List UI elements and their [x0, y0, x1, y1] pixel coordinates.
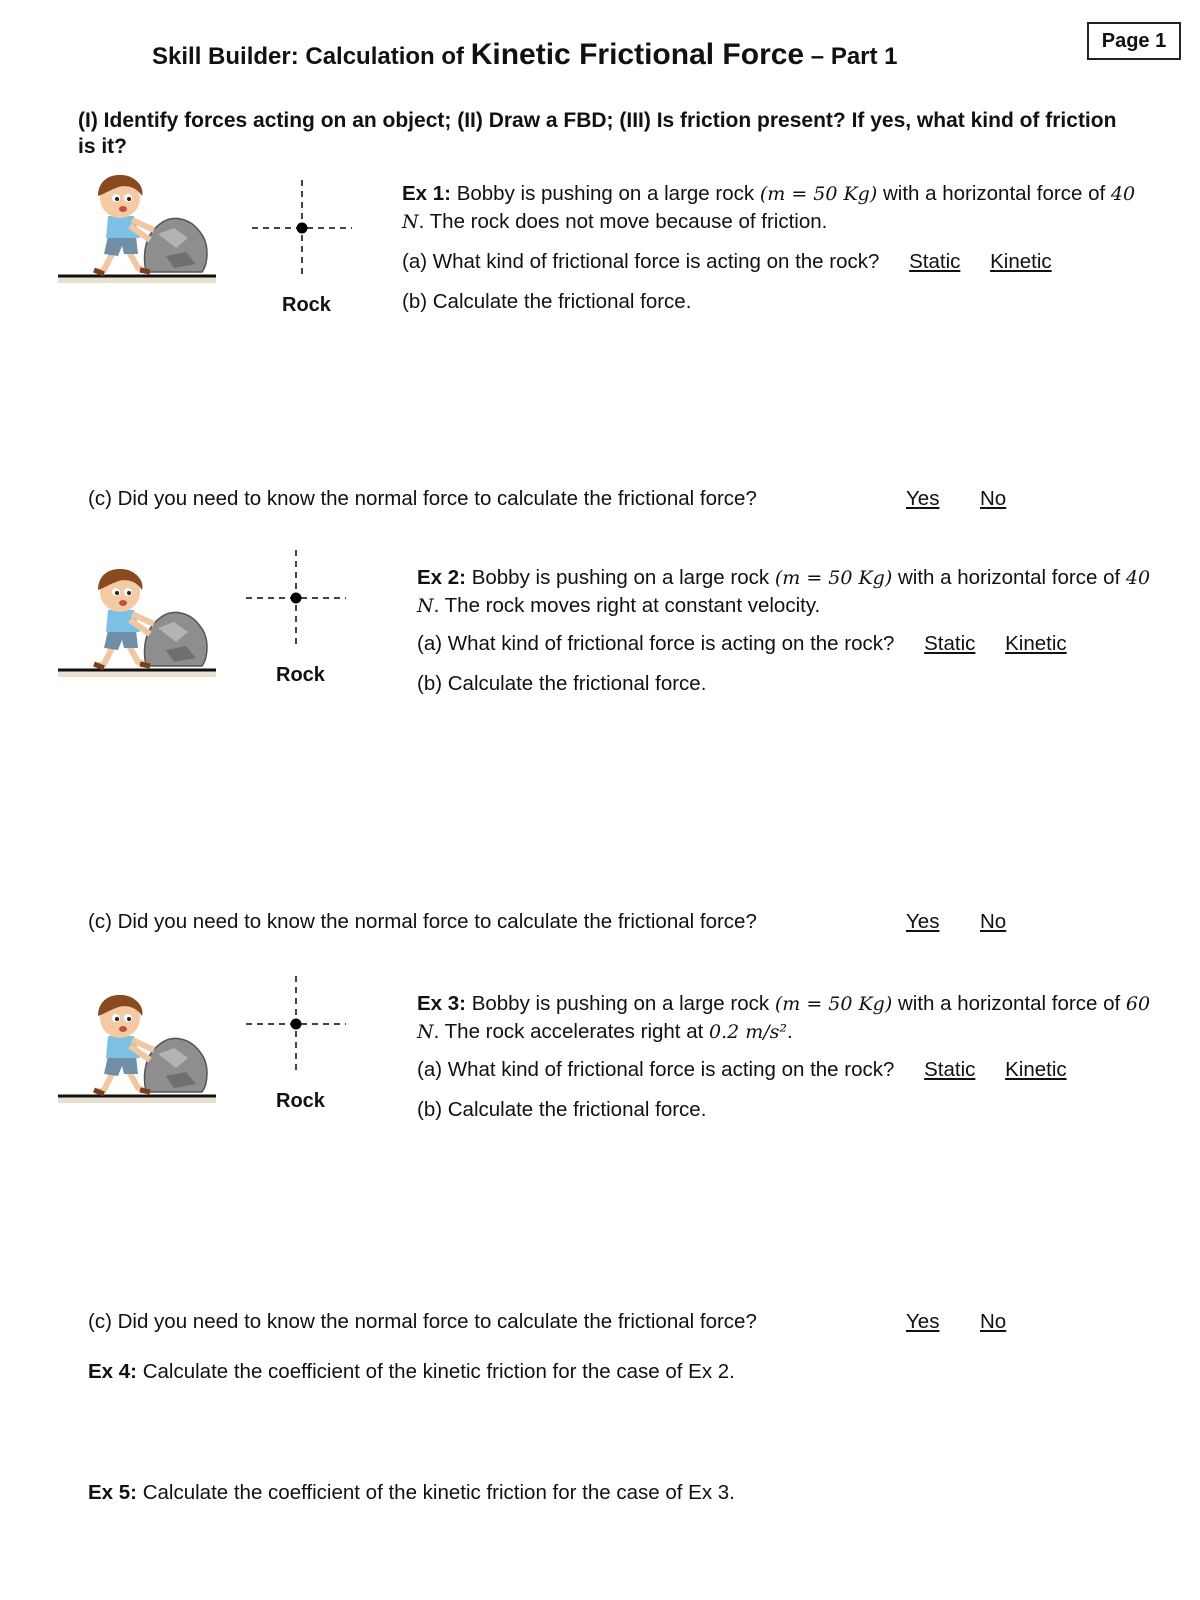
instructions: (I) Identify forces acting on an object; (II) Draw a FBD; (III) Is friction present? If yes, what kind of friction is it? — [78, 109, 1117, 158]
rock-label-2: Rock — [276, 664, 325, 686]
fbd-axes-1 — [252, 180, 352, 278]
option-no-2[interactable]: No — [980, 910, 1007, 933]
example-1-mass: (m = 50 Kg) — [759, 183, 878, 205]
example-3-acceleration: 0.2 m/s² — [709, 1021, 788, 1043]
example-3-text-3: . The rock accelerates right at — [433, 1020, 704, 1043]
title-part-2: Kinetic Frictional Force — [470, 38, 805, 71]
example-3-label: Ex 3: — [417, 992, 466, 1015]
example-2-question-b: (b) Calculate the frictional force. — [417, 672, 707, 695]
example-2-mass: (m = 50 Kg) — [774, 567, 893, 589]
boy-pushing-rock-illustration-2 — [58, 566, 223, 684]
example-1-force: 40 N — [402, 183, 1136, 233]
option-static-2[interactable]: Static — [924, 632, 976, 655]
option-static-1[interactable]: Static — [909, 250, 961, 273]
boy-pushing-rock-illustration-3 — [58, 992, 223, 1110]
example-1-question-a — [402, 250, 1052, 274]
title-part-3: – Part 1 — [810, 43, 898, 70]
page-number-label: Page 1 — [1101, 30, 1167, 52]
example-2-text-3: . The rock moves right at constant velocity. — [433, 594, 821, 617]
rock-label-1: Rock — [282, 294, 331, 316]
example-1-text-3: . The rock does not move because of friction. — [418, 210, 828, 233]
fbd-axes-2 — [246, 550, 346, 648]
example-4-label: Ex 4: — [88, 1360, 137, 1383]
example-5-text: Calculate the coefficient of the kinetic friction for the case of Ex 3. — [142, 1481, 735, 1504]
rock-label-3: Rock — [276, 1090, 325, 1112]
example-3-text-1: Bobby is pushing on a large rock — [471, 992, 770, 1015]
example-1-text-1: Bobby is pushing on a large rock — [456, 182, 755, 205]
example-3-statement — [417, 990, 1172, 1046]
option-no-1[interactable]: No — [980, 487, 1007, 510]
example-3-mass: (m = 50 Kg) — [774, 993, 893, 1015]
fbd-axes-3 — [246, 976, 346, 1074]
example-3-force: 60 N — [417, 993, 1151, 1043]
page-number-box — [1087, 22, 1181, 60]
option-yes-3[interactable]: Yes — [906, 1310, 940, 1333]
option-kinetic-1[interactable]: Kinetic — [990, 250, 1052, 273]
example-5-label: Ex 5: — [88, 1481, 137, 1504]
example-3-question-a — [417, 1058, 1067, 1082]
example-1-question-b: (b) Calculate the frictional force. — [402, 290, 692, 313]
question-a-text: (a) What kind of frictional force is acting on the rock? — [402, 250, 880, 273]
option-static-3[interactable]: Static — [924, 1058, 976, 1081]
option-yes-2[interactable]: Yes — [906, 910, 940, 933]
option-kinetic-3[interactable]: Kinetic — [1005, 1058, 1067, 1081]
title-part-1: Skill Builder: Calculation of — [152, 43, 465, 70]
example-2-text-1: Bobby is pushing on a large rock — [471, 566, 770, 589]
option-no-3[interactable]: No — [980, 1310, 1007, 1333]
example-1-statement — [402, 180, 1162, 236]
example-2-question-c: (c) Did you need to know the normal force to calculate the frictional force? — [88, 910, 757, 933]
example-3-question-b: (b) Calculate the frictional force. — [417, 1098, 707, 1121]
example-2-text-2: with a horizontal force of — [897, 566, 1121, 589]
example-1-text-2: with a horizontal force of — [882, 182, 1106, 205]
example-1-label: Ex 1: — [402, 182, 451, 205]
example-2-question-a — [417, 632, 1067, 656]
question-a-text: (a) What kind of frictional force is acting on the rock? — [417, 632, 895, 655]
question-a-text: (a) What kind of frictional force is acting on the rock? — [417, 1058, 895, 1081]
example-2-statement — [417, 564, 1172, 620]
option-yes-1[interactable]: Yes — [906, 487, 940, 510]
option-kinetic-2[interactable]: Kinetic — [1005, 632, 1067, 655]
example-2-force: 40 N — [417, 567, 1151, 617]
example-3-text-2: with a horizontal force of — [897, 992, 1121, 1015]
boy-pushing-rock-illustration-1 — [58, 172, 223, 290]
example-3-text-4: . — [787, 1020, 793, 1043]
page-title — [152, 38, 1032, 72]
example-4-text: Calculate the coefficient of the kinetic friction for the case of Ex 2. — [142, 1360, 735, 1383]
example-5 — [88, 1481, 735, 1505]
example-3-question-c: (c) Did you need to know the normal force to calculate the frictional force? — [88, 1310, 757, 1333]
example-4 — [88, 1360, 735, 1384]
example-1-question-c: (c) Did you need to know the normal force to calculate the frictional force? — [88, 487, 757, 510]
example-2-label: Ex 2: — [417, 566, 466, 589]
